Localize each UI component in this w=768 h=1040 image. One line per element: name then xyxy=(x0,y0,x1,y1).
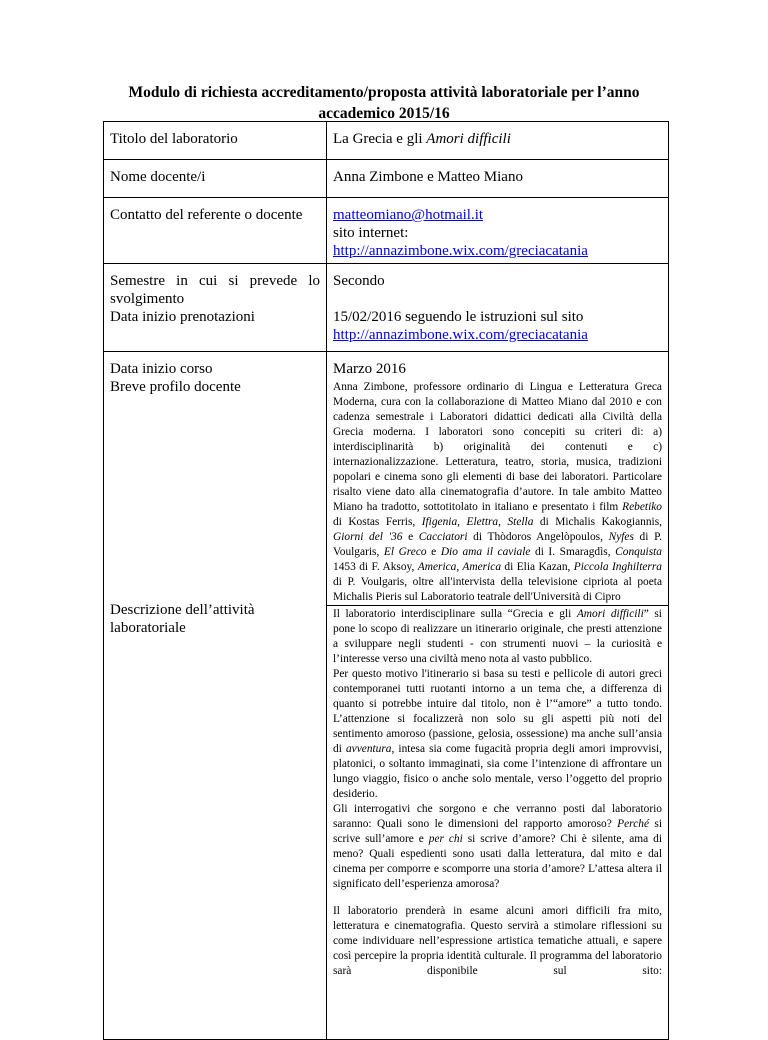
profilo-p2: di Kostas Ferris, xyxy=(333,516,422,528)
form-title xyxy=(0,82,768,124)
value-corso: Marzo 2016 xyxy=(333,361,406,377)
profilo-p1: Anna Zimbone, professore ordinario di Lingua e Letteratura Greca Moderna, cura con la collaborazione di Matteo Miano dal 2010 e con cadenza semestrale i Laboratori didattici dedicati alla Civiltà della Grecia moderna. I laboratori sono concepiti su criteri di: a) interdisciplinarità b) originalità dei contenuti e c) internazionalizzazione. Letteratura, teatro, storia, musica, tradizioni popolari e cinema sono gli elementi di base dei laboratori. Particolare risalto viene dato alla cinematografia d’autore. In tale ambito Matteo Miano ha tradotto, sottotitolato in italiano e presentato i film xyxy=(333,381,662,513)
label-corso: Data inizio corso xyxy=(110,361,213,377)
row-main xyxy=(104,352,669,1040)
value-semestre-prenotazioni xyxy=(327,264,669,352)
value-contatto xyxy=(327,198,669,264)
email-link[interactable]: matteomiano@hotmail.it xyxy=(333,207,484,223)
desc-a-italic: Amori difficili xyxy=(576,608,644,620)
film-giorni: Giorni del '36 xyxy=(333,531,403,543)
desc-a1: Il laboratorio interdisciplinare sulla “Grecia e gli xyxy=(333,608,577,620)
profilo-p5: di Michalis Kakogiannis, xyxy=(533,516,662,528)
row-docente xyxy=(104,160,669,198)
label-profilo: Breve profilo docente xyxy=(110,379,241,395)
row-semestre-prenotazioni xyxy=(104,264,669,352)
value-prenotazioni: 15/02/2016 seguendo le istruzioni sul sito xyxy=(333,309,584,325)
prenotazioni-link[interactable]: http://annazimbone.wix.com/greciacatania xyxy=(333,327,588,343)
form-table xyxy=(103,121,669,1040)
form-title-line-1: Modulo di richiesta accreditamento/proposta attività laboratoriale per l’anno xyxy=(128,84,640,101)
desc-c1: Gli interrogativi che sorgono e che verranno posti dal laboratorio saranno: Quali sono le dimensioni del rapporto amoroso? xyxy=(333,803,662,830)
row-titolo xyxy=(104,122,669,160)
descrizione-text xyxy=(333,606,662,979)
profilo-p13: di P. Voulgaris, oltre all'intervista della televisione cipriota al poeta Michalis Pieris sul Laboratorio teatrale dell'Università di Cipro xyxy=(333,576,662,603)
value-semestre: Secondo xyxy=(333,273,385,289)
profilo-p3: , xyxy=(457,516,467,528)
site-link[interactable]: http://annazimbone.wix.com/greciacatania xyxy=(333,243,588,259)
film-piccola: Piccola Inghilterra xyxy=(573,561,662,573)
film-nyfes: Nyfes xyxy=(608,531,634,543)
film-rebetiko: Rebetiko xyxy=(622,501,662,513)
desc-b1: Per questo motivo l'itinerario si basa su testi e pellicole di autori greci contemporanei tutti ruotanti intorno a un tema che, a differenza di quanto si potrebbe intuire dal titolo, non è l’“amore” a tutto tondo. L’attenzione si focalizzerà non solo su gli aspetti più noti del sentimento amoroso (passione, gelosia, ossessione) ma anche sull’ansia di xyxy=(333,668,662,755)
label-docente: Nome docente/i xyxy=(104,160,327,198)
desc-b-italic: avventura xyxy=(345,743,392,755)
value-titolo-italic: Amori difficili xyxy=(426,131,511,147)
value-main xyxy=(327,352,669,1040)
film-america: America, America xyxy=(417,561,502,573)
value-docente: Anna Zimbone e Matteo Miano xyxy=(327,160,669,198)
descrizione-para-a xyxy=(333,607,662,667)
desc-c3: si scrive d’amore? Chi è silente, ama di meno? Quali espedienti sono usati dalla letteratura, dal mito e dal cinema per comporre e scomporre una storia d’amore? L’attesa altera il significato dell’esperienza amorosa? xyxy=(333,833,662,890)
film-dio-ama: Dio ama il caviale xyxy=(440,546,531,558)
label-prenotazioni: Data inizio prenotazioni xyxy=(110,309,255,325)
film-cacciatori: Cacciatori xyxy=(418,531,468,543)
film-ifigenia: Ifigenia xyxy=(421,516,458,528)
profilo-text xyxy=(333,380,662,605)
descrizione-para-b xyxy=(333,667,662,802)
film-elettra: Elettra xyxy=(466,516,499,528)
profilo-p12: di Elia Kazan, xyxy=(501,561,574,573)
desc-a2: ” si pone lo scopo di realizzare un itinerario originale, che presti attenzione a sviluppare negli studenti - con strumenti nuovi – la curiosità e l’interesse verso una civiltà meno nota al vasto pubblico. xyxy=(333,608,662,665)
film-el-greco: El Greco xyxy=(383,546,427,558)
form-title-line-2: accademico 2015/16 xyxy=(318,105,450,122)
profilo-p8: di P. Voulgaris, xyxy=(333,531,662,558)
site-prefix: sito internet: xyxy=(333,225,409,241)
row-contatto xyxy=(104,198,669,264)
value-titolo xyxy=(327,122,669,160)
value-titolo-text: La Grecia e gli xyxy=(333,131,427,147)
desc-c-italic-2: per chi xyxy=(428,833,463,845)
label-contatto: Contatto del referente o docente xyxy=(104,198,327,264)
profilo-p6: e xyxy=(402,531,419,543)
descrizione-para-c xyxy=(333,802,662,892)
desc-c2: si scrive sull’amore e xyxy=(333,818,663,845)
descrizione-para-d: Il laboratorio prenderà in esame alcuni amori difficili fra mito, letteratura e cinematografia. Questo servirà a stimolare riflessioni su come individuare nell’espressione artistica tematiche attuali, e sapere così percepire la propria identità culturale. Il programma del laboratorio sarà disponibile sul sito: xyxy=(333,905,662,977)
film-stella: Stella xyxy=(507,516,534,528)
label-descrizione: Descrizione dell’attività laboratoriale xyxy=(110,602,255,636)
label-titolo: Titolo del laboratorio xyxy=(104,122,327,160)
film-conquista: Conquista xyxy=(615,546,662,558)
label-semestre: Semestre in cui si prevede lo svolgimento xyxy=(110,273,320,307)
profilo-p9: e xyxy=(426,546,441,558)
profilo-p4: , xyxy=(498,516,508,528)
desc-b2: , intesa sia come fugacità propria degli amori improvvisi, platonici, o soltanto immaginati, sia come l’intenzione di affrontare un lungo viaggio, fisico o anche solo mentale, verso l’oggetto del proprio desiderio. xyxy=(333,743,662,800)
profilo-p7: di Thòdoros Angelòpoulos, xyxy=(467,531,609,543)
label-semestre-prenotazioni xyxy=(104,264,327,352)
desc-c-italic-1: Perché xyxy=(617,818,650,830)
label-main xyxy=(104,352,327,1040)
profilo-p10: di I. Smaragdìs, xyxy=(530,546,616,558)
profilo-p11: 1453 di F. Aksoy, xyxy=(333,561,418,573)
